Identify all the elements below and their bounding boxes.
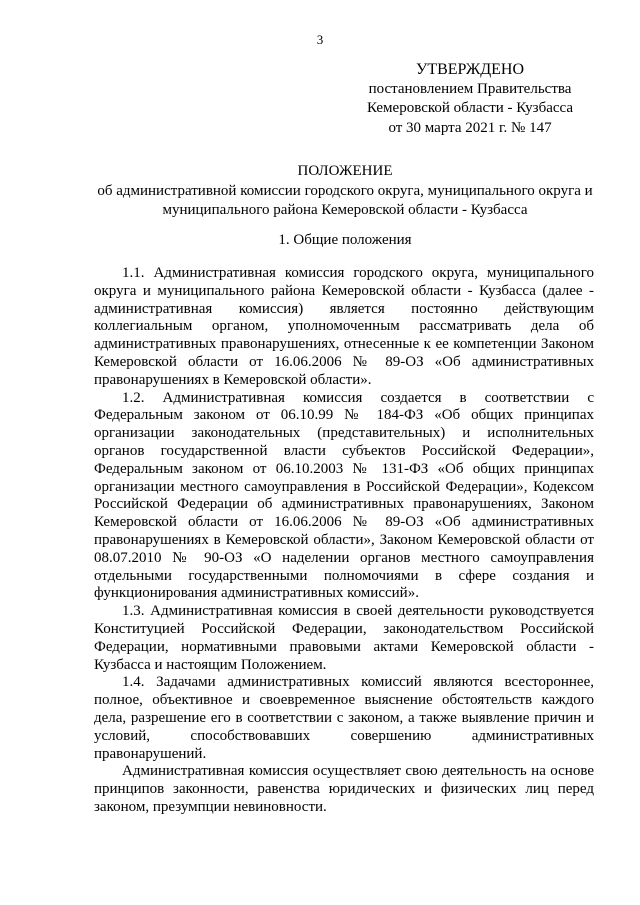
approval-stamp (350, 60, 590, 138)
page-number: 3 (316, 32, 324, 47)
paragraph: 1.2. Административная комиссия создается в соответствии с Федеральным законом от 06.10.99 № 184-ФЗ «Об общих принципах организации законодательных (представительных) и исполнительных органов государственной власти субъектов Российской Федерации», Федеральным законом от 06.10.2003 № 131-ФЗ «Об общих принципах организации местного самоуправления в Российской Федерации», Кодексом Российской Федерации об административных правонарушениях, Законом Кемеровской области от 16.06.2006 № 89-ОЗ «Об административных правонарушениях в Кемеровской области», Законом Кемеровской области от 08.07.2010 № 90-ОЗ «О наделении органов местного самоуправления отдельными государственными полномочиями в сфере создания и функционирования административных комиссий». (94, 389, 594, 602)
approval-decree: постановлением Правительства (368, 80, 572, 97)
paragraph: 1.3. Административная комиссия в своей деятельности руководствуется Конституцией Российской Федерации, законодательством Российской Федерации, нормативными правовыми актами Кемеровской области - Кузбасса и настоящим Положением. (94, 603, 594, 673)
paragraph: 1.4. Задачами административных комиссий являются всестороннее, полное, объективное и своевременное выяснение обстоятельств каждого дела, разрешение его в соответствии с законом, а также выявление причин и условий, способствовавших совершению административных правонарушений. (94, 674, 594, 762)
title-heading: ПОЛОЖЕНИЕ (297, 163, 393, 179)
approved-label: УТВЕРЖДЕНО (415, 61, 524, 78)
approval-date-number: от 30 марта 2021 г. № 147 (388, 119, 552, 136)
paragraph: 1.1. Административная комиссия городского округа, муниципального округа и муниципального района Кемеровской области - Кузбасса (далее - административная комиссия) является постоянно действующим коллегиальным органом, уполномоченным рассматривать дела об административных правонарушениях, отнесенные к ее компетенции Законом Кемеровской области от 16.06.2006 № 89-ОЗ «Об административных правонарушениях в Кемеровской области». (94, 265, 594, 388)
document-body (94, 265, 594, 817)
document-title (95, 162, 595, 221)
title-subtitle: об административной комиссии городского округа, муниципального округа и муниципального района Кемеровской области - Кузбасса (97, 182, 593, 218)
paragraph: Административная комиссия осуществляет свою деятельность на основе принципов законности, равенства юридических и физических лиц перед законом, презумпции невиновности. (94, 763, 594, 815)
approval-authority: Кемеровской области - Кузбасса (366, 100, 574, 116)
section-heading: 1. Общие положения (278, 232, 412, 248)
